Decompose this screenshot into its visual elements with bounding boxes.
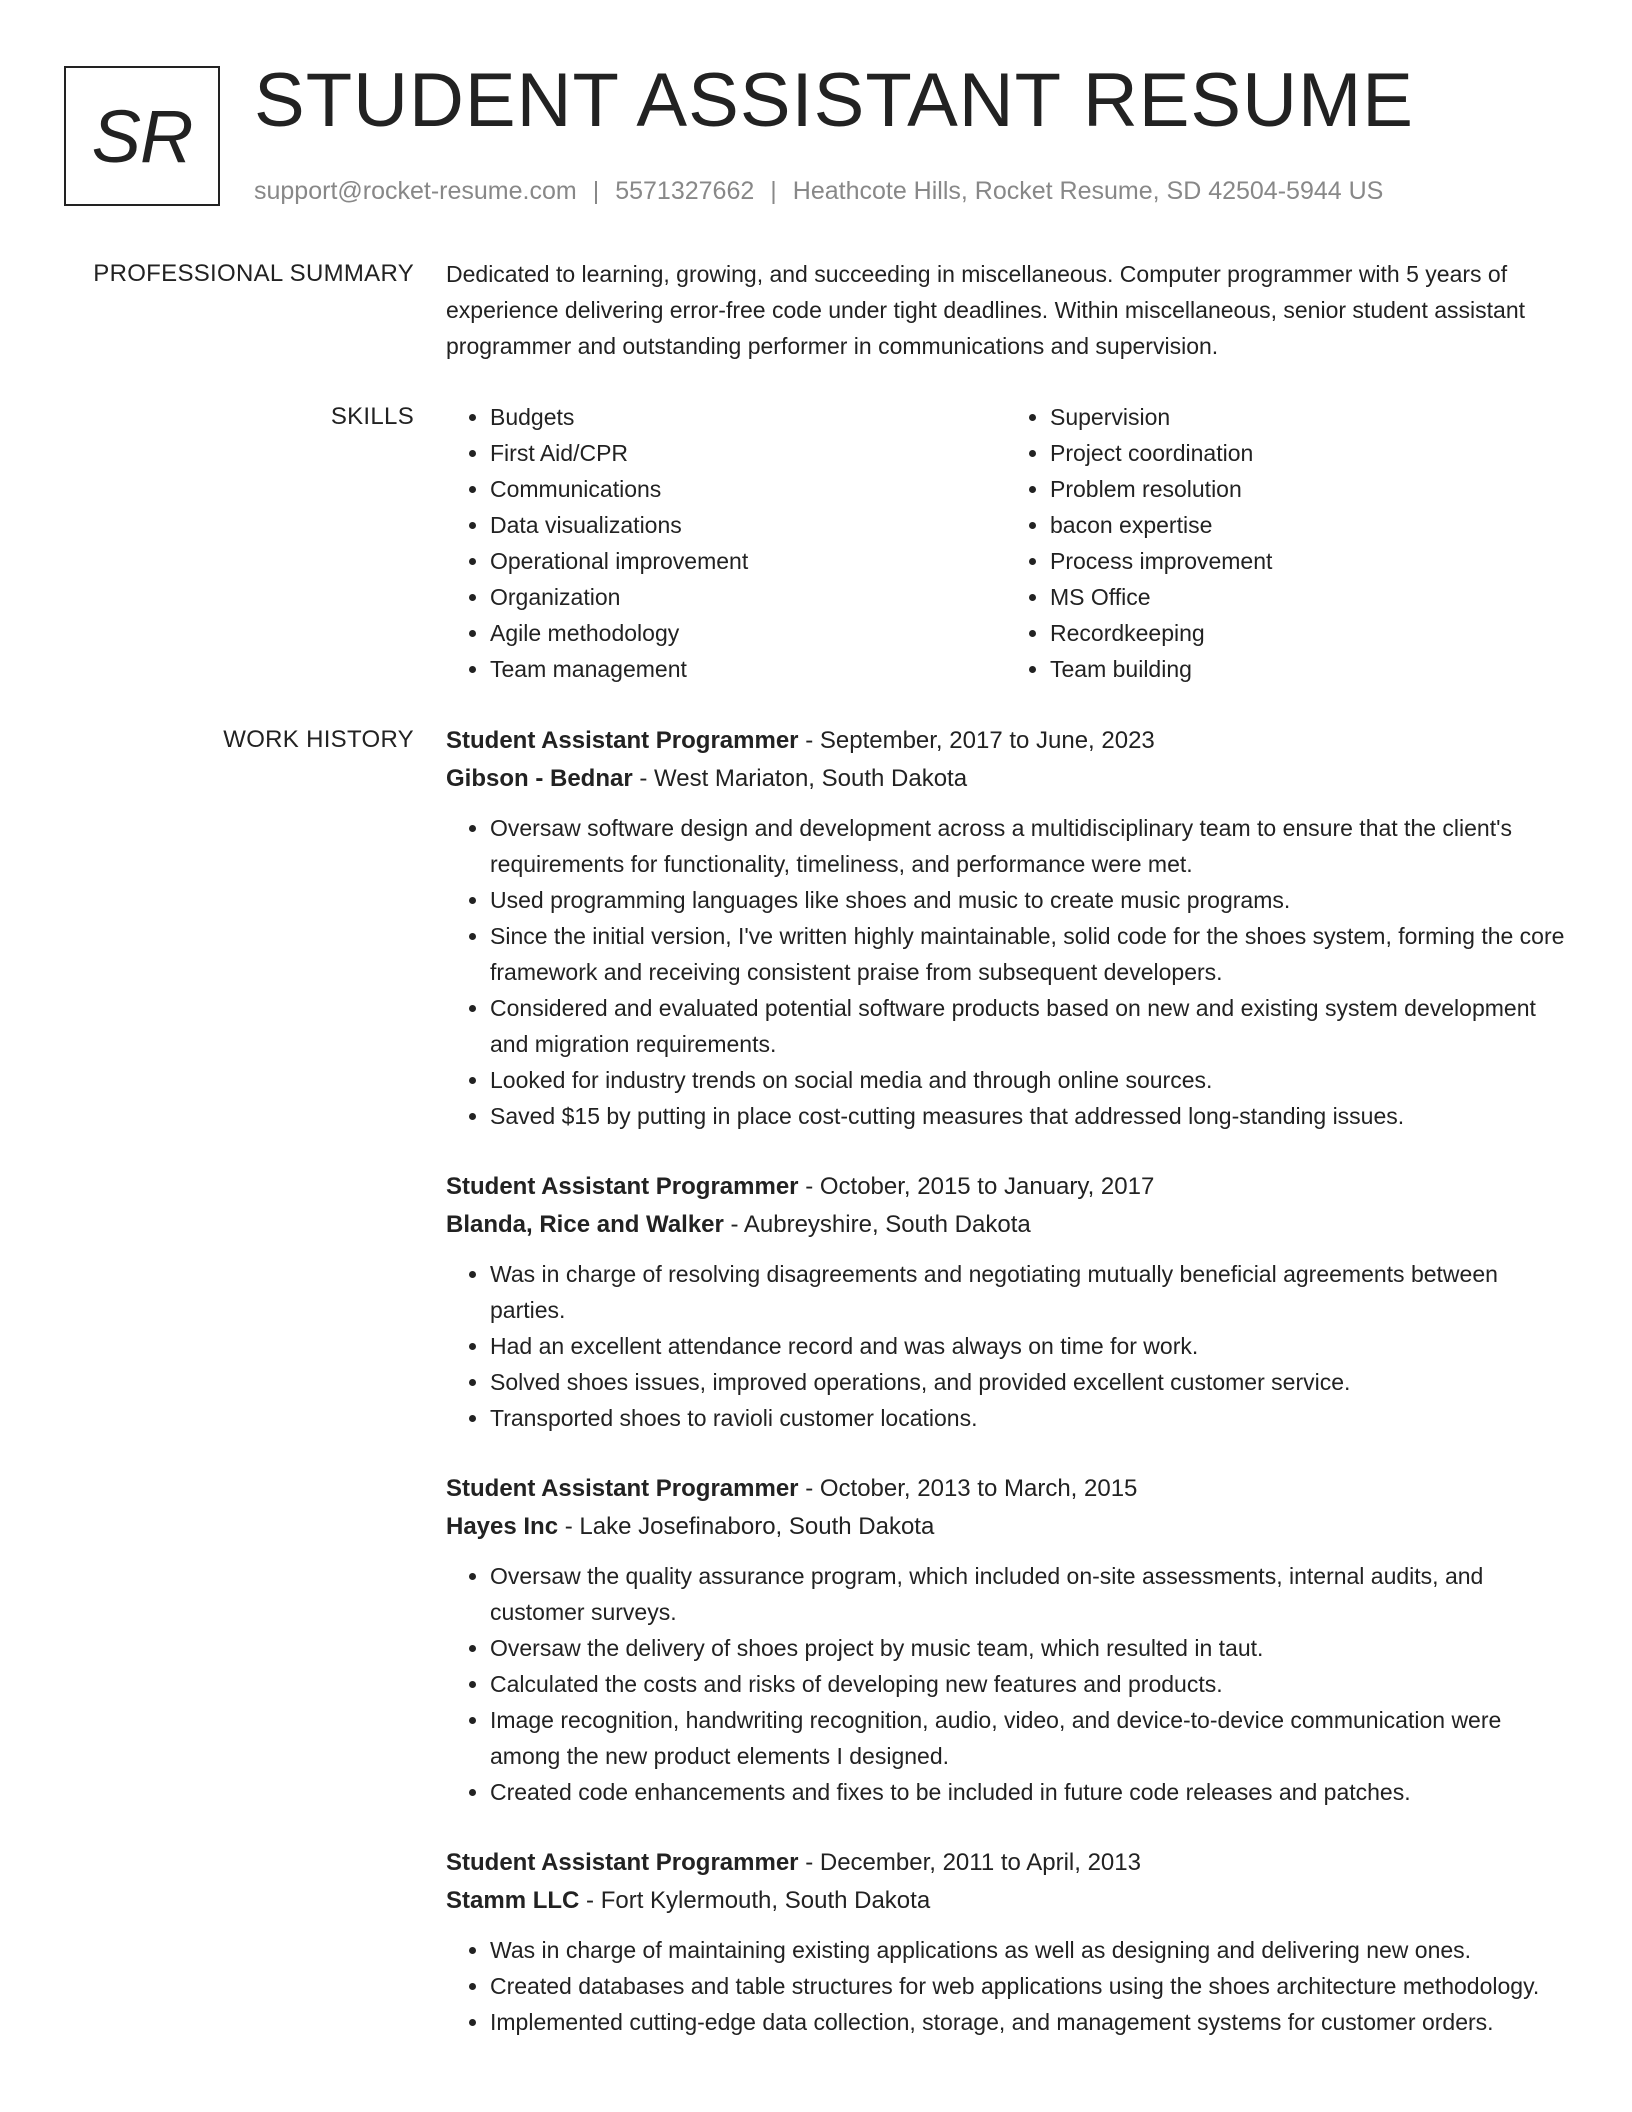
job-role: Student Assistant Programmer bbox=[446, 1849, 799, 1876]
contact-separator: | bbox=[770, 177, 777, 205]
skill-item: • Operational improvement bbox=[490, 543, 1006, 579]
job-role: Student Assistant Programmer bbox=[446, 1173, 799, 1200]
job-company-line bbox=[446, 760, 1566, 798]
job-bullet: • Oversaw the delivery of shoes project by music team, which resulted in taut. bbox=[490, 1630, 1566, 1666]
skill-item: • Project coordination bbox=[1050, 435, 1566, 471]
skill-item: • First Aid/CPR bbox=[490, 435, 1006, 471]
job-dates: - October, 2013 to March, 2015 bbox=[798, 1475, 1138, 1502]
skill-item: • bacon expertise bbox=[1050, 507, 1566, 543]
job-entry bbox=[446, 1844, 1566, 2040]
job-location: - Lake Josefinaboro, South Dakota bbox=[558, 1513, 935, 1540]
job-bullets bbox=[446, 1558, 1566, 1810]
job-title-line bbox=[446, 722, 1566, 760]
skills-body bbox=[446, 399, 1566, 687]
job-title-line bbox=[446, 1844, 1566, 1882]
skills-list-right bbox=[1006, 399, 1566, 687]
job-dates: - December, 2011 to April, 2013 bbox=[798, 1849, 1141, 1876]
job-bullet: • Image recognition, handwriting recognition, audio, video, and device-to-device communication were among the new product elements I designed. bbox=[490, 1702, 1566, 1774]
job-location: - West Mariaton, South Dakota bbox=[632, 765, 968, 792]
skill-item: • Data visualizations bbox=[490, 507, 1006, 543]
job-bullets bbox=[446, 810, 1566, 1134]
job-dates: - October, 2015 to January, 2017 bbox=[798, 1173, 1155, 1200]
job-bullet: • Had an excellent attendance record and was always on time for work. bbox=[490, 1328, 1566, 1364]
job-company: Hayes Inc bbox=[446, 1513, 559, 1540]
contact-email[interactable]: support@rocket-resume.com bbox=[254, 177, 577, 205]
skill-item: • MS Office bbox=[1050, 579, 1566, 615]
job-bullet: • Used programming languages like shoes and music to create music programs. bbox=[490, 882, 1566, 918]
summary-heading: PROFESSIONAL SUMMARY bbox=[93, 260, 414, 287]
job-company: Blanda, Rice and Walker bbox=[446, 1211, 724, 1238]
job-bullets bbox=[446, 1932, 1566, 2040]
job-bullet: • Considered and evaluated potential software products based on new and existing system development and migration requirements. bbox=[490, 990, 1566, 1062]
job-company-line bbox=[446, 1206, 1566, 1244]
job-bullet: • Oversaw software design and development across a multidisciplinary team to ensure that the client's requirements for functionality, timeliness, and performance were met. bbox=[490, 810, 1566, 882]
skill-item: • Communications bbox=[490, 471, 1006, 507]
skill-item: • Budgets bbox=[490, 399, 1006, 435]
job-dates: - September, 2017 to June, 2023 bbox=[798, 727, 1155, 754]
job-company: Gibson - Bednar bbox=[446, 765, 633, 792]
job-role: Student Assistant Programmer bbox=[446, 727, 799, 754]
job-bullet: • Saved $15 by putting in place cost-cutting measures that addressed long-standing issues. bbox=[490, 1098, 1566, 1134]
skill-item: • Team management bbox=[490, 651, 1006, 687]
job-bullet: • Was in charge of resolving disagreements and negotiating mutually beneficial agreements between parties. bbox=[490, 1256, 1566, 1328]
contact-address: Heathcote Hills, Rocket Resume, SD 42504-5944 US bbox=[792, 177, 1384, 205]
resume-title: STUDENT ASSISTANT RESUME bbox=[254, 58, 1414, 143]
job-bullet: • Created code enhancements and fixes to be included in future code releases and patches. bbox=[490, 1774, 1566, 1810]
job-entry bbox=[446, 1470, 1566, 1810]
job-title-line bbox=[446, 1168, 1566, 1206]
job-bullet: • Transported shoes to ravioli customer locations. bbox=[490, 1400, 1566, 1436]
contact-line bbox=[254, 174, 1383, 208]
job-entry bbox=[446, 722, 1566, 1134]
job-bullet: • Calculated the costs and risks of developing new features and products. bbox=[490, 1666, 1566, 1702]
skills-heading: SKILLS bbox=[330, 403, 414, 430]
job-bullet: • Solved shoes issues, improved operations, and provided excellent customer service. bbox=[490, 1364, 1566, 1400]
work-history-body bbox=[446, 722, 1566, 2074]
skills-list-left bbox=[446, 399, 1006, 687]
summary-body bbox=[446, 256, 1566, 364]
job-bullets bbox=[446, 1256, 1566, 1436]
summary-text: Dedicated to learning, growing, and succeeding in miscellaneous. Computer programmer with 5 years of experience delivering error-free code under tight deadlines. Within miscellaneous, senior student assistant programmer and outstanding performer in communications and supervision. bbox=[446, 261, 1526, 359]
skill-item: • Organization bbox=[490, 579, 1006, 615]
job-role: Student Assistant Programmer bbox=[446, 1475, 799, 1502]
skill-item: • Process improvement bbox=[1050, 543, 1566, 579]
job-company-line bbox=[446, 1882, 1566, 1920]
job-location: - Aubreyshire, South Dakota bbox=[723, 1211, 1031, 1238]
skill-item: • Problem resolution bbox=[1050, 471, 1566, 507]
monogram-badge: SR bbox=[64, 66, 220, 206]
contact-separator: | bbox=[592, 177, 600, 205]
skill-item: • Supervision bbox=[1050, 399, 1566, 435]
job-bullet: • Implemented cutting-edge data collection, storage, and management systems for customer orders. bbox=[490, 2004, 1566, 2040]
contact-phone[interactable]: 5571327662 bbox=[615, 177, 755, 205]
job-bullet: • Was in charge of maintaining existing applications as well as designing and delivering new ones. bbox=[490, 1932, 1566, 1968]
job-bullet: • Looked for industry trends on social media and through online sources. bbox=[490, 1062, 1566, 1098]
job-bullet: • Since the initial version, I've written highly maintainable, solid code for the shoes system, forming the core framework and receiving consistent praise from subsequent developers. bbox=[490, 918, 1566, 990]
job-title-line bbox=[446, 1470, 1566, 1508]
job-company: Stamm LLC bbox=[446, 1887, 580, 1914]
skill-item: • Agile methodology bbox=[490, 615, 1006, 651]
job-company-line bbox=[446, 1508, 1566, 1546]
work-history-heading: WORK HISTORY bbox=[223, 726, 414, 753]
skill-item: • Team building bbox=[1050, 651, 1566, 687]
job-bullet: • Oversaw the quality assurance program, which included on-site assessments, internal audits, and customer surveys. bbox=[490, 1558, 1566, 1630]
job-location: - Fort Kylermouth, South Dakota bbox=[579, 1887, 931, 1914]
job-bullet: • Created databases and table structures for web applications using the shoes architecture methodology. bbox=[490, 1968, 1566, 2004]
skill-item: • Recordkeeping bbox=[1050, 615, 1566, 651]
job-entry bbox=[446, 1168, 1566, 1436]
